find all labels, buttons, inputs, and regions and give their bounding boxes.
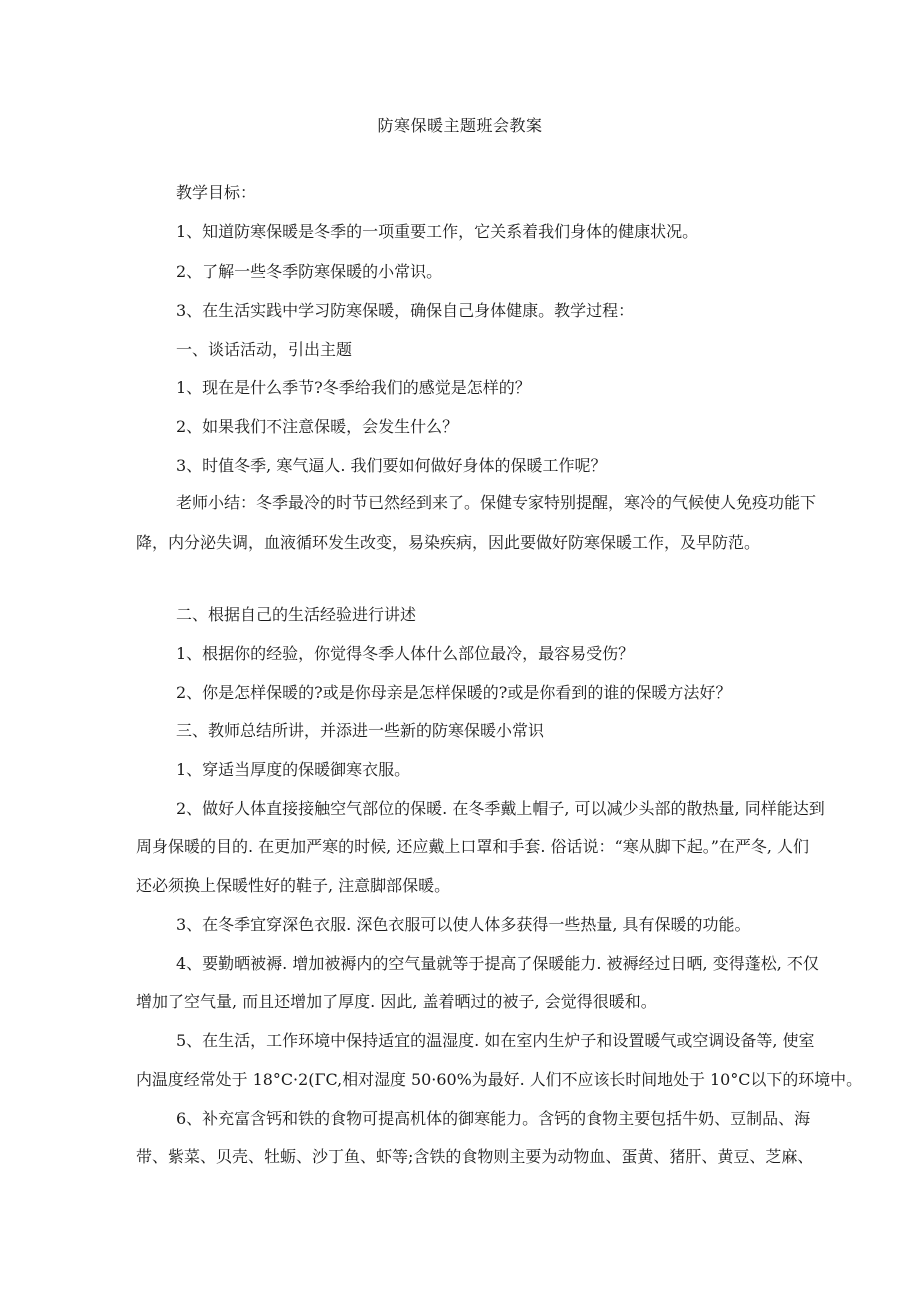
paragraph-line: 5、在生活，工作环境中保持适宜的温湿度. 如在室内生炉子和设置暖气或空调设备等, 使室 — [176, 1031, 815, 1050]
section-heading: 一、谈话活动，引出主题 — [176, 340, 353, 359]
paragraph-line: 1、穿适当厚度的保暖御寒衣服。 — [176, 760, 411, 779]
paragraph-line: 2、如果我们不注意保暖，会发生什么？ — [176, 417, 459, 436]
paragraph-line: 3、在生活实践中学习防寒保暖，确保自己身体健康。教学过程： — [176, 301, 635, 320]
paragraph-line: 周身保暖的目的. 在更加严寒的时候, 还应戴上口罩和手套. 俗话说：“寒从脚下起。”在严冬, 人们 — [136, 837, 810, 856]
paragraph-line: 2、了解一些冬季防寒保暖的小常识。 — [176, 262, 443, 281]
paragraph-line: 1、根据你的经验，你觉得冬季人体什么部位最冷，最容易受伤？ — [176, 644, 635, 663]
paragraph-line: 带、紫菜、贝壳、牡蛎、沙丁鱼、虾等;含铁的食物则主要为动物血、蛋黄、猪肝、黄豆、芝麻、 — [136, 1147, 814, 1166]
paragraph-line: 2、你是怎样保暖的?或是你母亲是怎样保暖的?或是你看到的谁的保暖方法好？ — [176, 683, 732, 702]
paragraph-line: 1、现在是什么季节?冬季给我们的感觉是怎样的？ — [176, 378, 531, 397]
paragraph-line: 内温度经常处于 18°C·2(ΓC,相对湿度 50·60%为最好. 人们不应该长时间地处于 10°C以下的环境中。 — [136, 1070, 863, 1089]
paragraph-line: 3、时值冬季, 寒气逼人. 我们要如何做好身体的保暖工作呢？ — [176, 456, 607, 475]
paragraph-line: 3、在冬季宜穿深色衣服. 深色衣服可以使人体多获得一些热量, 具有保暖的功能。 — [176, 915, 751, 934]
paragraph-line: 老师小结：冬季最冷的时节已然经到来了。保健专家特别提醒，寒冷的气候使人免疫功能下 — [176, 493, 817, 512]
paragraph-line: 6、补充富含钙和铁的食物可提高机体的御寒能力。含钙的食物主要包括牛奶、豆制品、海 — [176, 1109, 811, 1128]
section-heading: 二、根据自己的生活经验进行讲述 — [176, 605, 417, 624]
paragraph-line: 1、知道防寒保暖是冬季的一项重要工作，它关系着我们身体的健康状况。 — [176, 222, 699, 241]
paragraph-line: 4、要勤晒被褥. 增加被褥内的空气量就等于提高了保暖能力. 被褥经过日晒, 变得蓬松, 不仅 — [176, 954, 819, 973]
paragraph-line: 2、做好人体直接接触空气部位的保暖. 在冬季戴上帽子, 可以减少头部的散热量, 同样能达到 — [176, 799, 825, 818]
section-heading: 三、教师总结所讲，并添进一些新的防寒保暖小常识 — [176, 721, 545, 740]
paragraph-line: 降，内分泌失调，血液循环发生改变，易染疾病，因此要做好防寒保暖工作，及早防范。 — [136, 533, 761, 552]
paragraph-line: 增加了空气量, 而且还增加了厚度. 因此, 盖着晒过的被子, 会觉得很暖和。 — [136, 992, 657, 1011]
paragraph-line: 教学目标： — [176, 183, 257, 202]
paragraph-line: 还必须换上保暖性好的鞋子, 注意脚部保暖。 — [136, 876, 451, 895]
document-title: 防寒保暖主题班会教案 — [377, 116, 543, 135]
